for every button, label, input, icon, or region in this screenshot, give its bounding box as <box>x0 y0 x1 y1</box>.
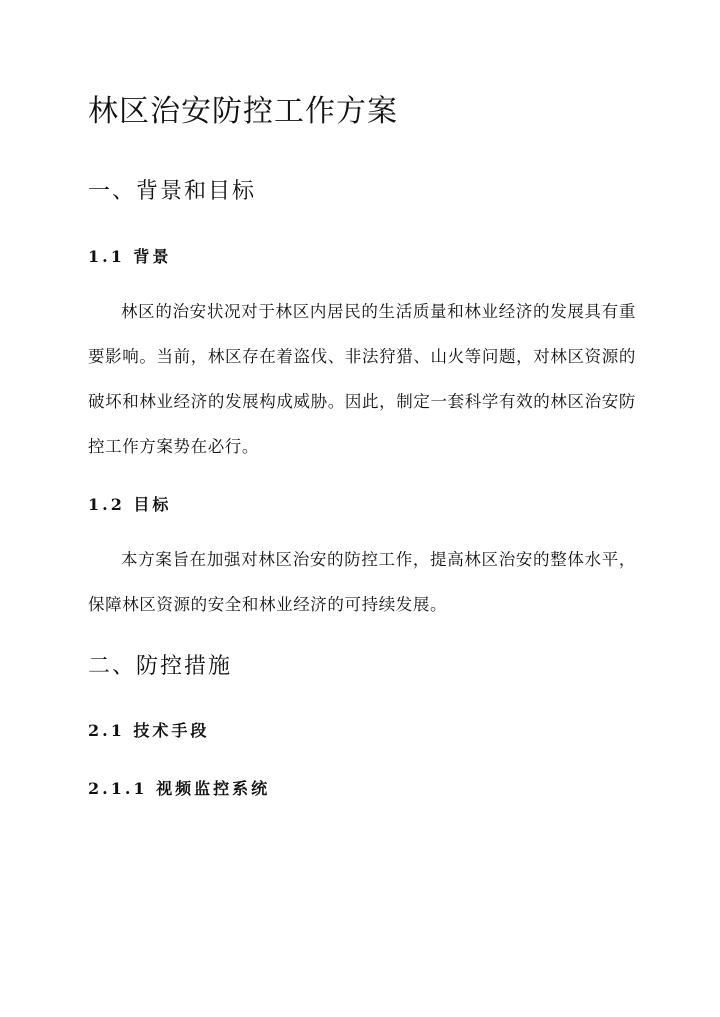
subsection-heading-technical-means: 2.1 技术手段 <box>88 721 210 740</box>
paragraph-goals: 本方案旨在加强对林区治安的防控工作，提高林区治安的整体水平，保障林区资源的安全和林业经济的可持续发展。 <box>88 550 636 614</box>
document-title: 林区治安防控工作方案 <box>88 94 398 129</box>
section-heading-prevention-measures: 二、防控措施 <box>88 654 233 679</box>
section-heading-background-goals: 一、背景和目标 <box>88 179 257 204</box>
paragraph-background: 林区的治安状况对于林区内居民的生活质量和林业经济的发展具有重要影响。当前，林区存在着盗伐、非法狩猎、山火等问题，对林区资源的破坏和林业经济的发展构成威胁。因此，制定一套科学有效的林区治安防控工作方案势在必行。 <box>88 302 636 456</box>
subsection-heading-goals: 1.2 目标 <box>88 495 172 514</box>
subsection-heading-background: 1.1 背景 <box>88 247 172 266</box>
subsubsection-heading-video-surveillance: 2.1.1 视频监控系统 <box>88 779 271 798</box>
